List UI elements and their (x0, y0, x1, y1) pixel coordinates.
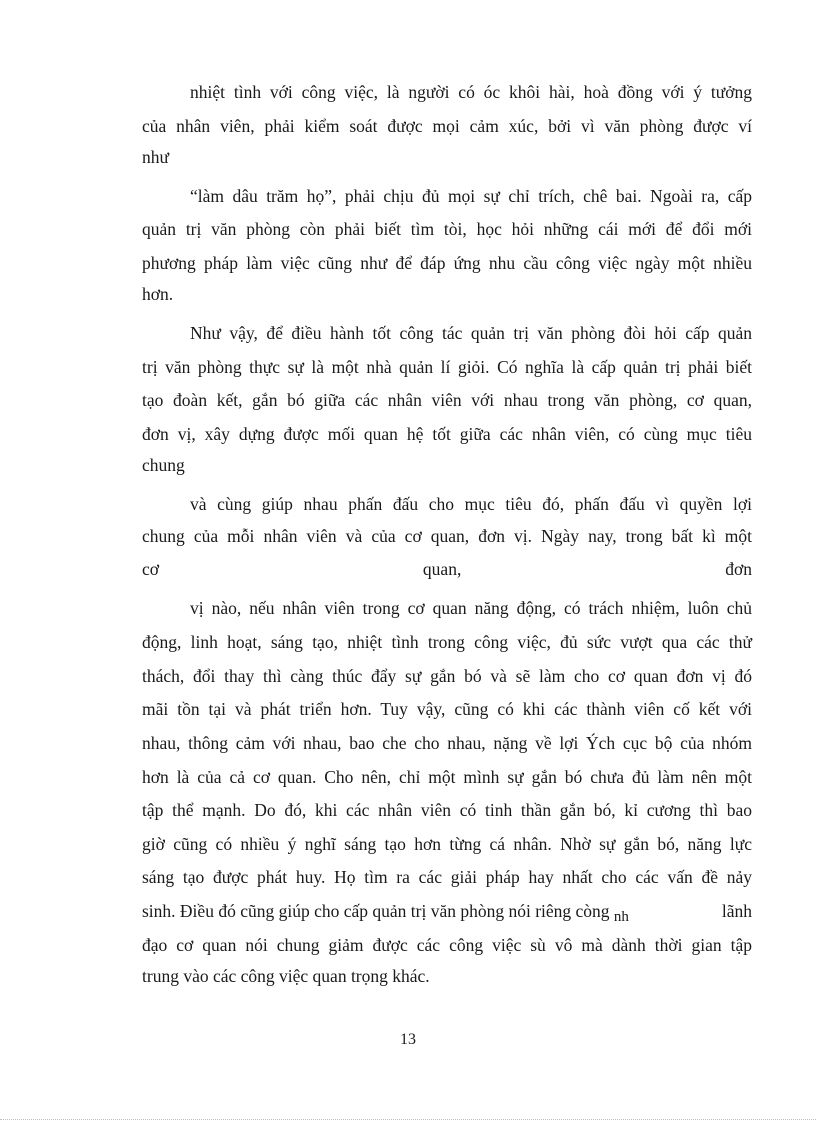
text-line: nhau, thông cảm với nhau, bao che cho nhau, nặng về lợi Ých cục bộ của nhóm (142, 733, 752, 753)
text-line: trị văn phòng thực sự là một nhà quản lí giỏi. Có nghĩa là cấp quản trị phải biết (142, 357, 752, 377)
text-line: tạo đoàn kết, gắn bó giữa các nhân viên với nhau trong văn phòng, cơ quan, (142, 390, 752, 410)
text-line: động, linh hoạt, sáng tạo, nhiệt tình trong công việc, đủ sức vượt qua các thử (142, 632, 752, 652)
word: cơ (142, 559, 160, 579)
text-line: phương pháp làm việc cũng như để đáp ứng nhu cầu công việc ngày một nhiều (142, 253, 752, 273)
text-line: chung (142, 455, 185, 475)
text-line: hơn. (142, 284, 174, 304)
misaligned-fragment: nh (613, 909, 629, 925)
text-line: thách, đổi thay thì càng thúc đẩy sự gắn bó và sẽ làm cho cơ quan đơn vị đó (142, 666, 752, 686)
text-line: tập thể mạnh. Do đó, khi các nhân viên có tinh thần gắn bó, kỉ cương thì bao (142, 800, 752, 820)
text-line: như (142, 147, 169, 167)
text-segment: sinh. Điều đó cũng giúp cho cấp quản trị văn phòng nói riêng còng nh (142, 901, 629, 925)
text-line: vị nào, nếu nhân viên trong cơ quan năng động, có trách nhiệm, luôn chủ (190, 598, 752, 618)
word: đơn (725, 559, 752, 579)
spread-text-line (142, 557, 752, 581)
text-line: quản trị văn phòng còn phải biết tìm tòi, học hỏi những cái mới để đổi mới (142, 219, 752, 239)
text-line: Như vậy, để điều hành tốt công tác quản trị văn phòng đòi hỏi cấp quản (190, 323, 752, 343)
page-number: 13 (400, 1031, 416, 1048)
text-line: của nhân viên, phải kiểm soát được mọi cảm xúc, bởi vì văn phòng được ví (142, 116, 752, 136)
text-line: nhiệt tình với công việc, là người có óc khôi hài, hoà đồng với ý tưởng (190, 82, 752, 102)
split-text-line (142, 899, 752, 925)
text-line: và cùng giúp nhau phấn đấu cho mục tiêu đó, phấn đấu vì quyền lợi (190, 494, 752, 514)
text-line: sáng tạo được phát huy. Họ tìm ra các giải pháp hay nhất cho các vấn đề nảy (142, 867, 752, 887)
text-line: mãi tồn tại và phát triển hơn. Tuy vậy, cũng có khi các thành viên cố kết với (142, 699, 752, 719)
text-line: chung của mỗi nhân viên và của cơ quan, đơn vị. Ngày nay, trong bất kì một (142, 526, 752, 546)
page-bottom-divider (0, 1119, 816, 1120)
text-segment: lãnh (721, 901, 752, 921)
text-line: giờ cũng có nhiều ý nghĩ sáng tạo hơn từng cá nhân. Nhờ sự gắn bó, năng lực (142, 834, 752, 854)
text-line: hơn là của cả cơ quan. Cho nên, chỉ một mình sự gắn bó chưa đủ làm nên một (142, 767, 752, 787)
text-line: trung vào các công việc quan trọng khác. (142, 966, 430, 986)
word: quan, (422, 559, 462, 579)
text-line: “làm dâu trăm họ”, phải chịu đủ mọi sự chỉ trích, chê bai. Ngoài ra, cấp (190, 186, 752, 206)
text-line: đơn vị, xây dựng được mối quan hệ tốt giữa các nhân viên, có cùng mục tiêu (142, 424, 752, 444)
text-line: đạo cơ quan nói chung giảm được các công việc sù vô mà dành thời gian tập (142, 935, 752, 955)
